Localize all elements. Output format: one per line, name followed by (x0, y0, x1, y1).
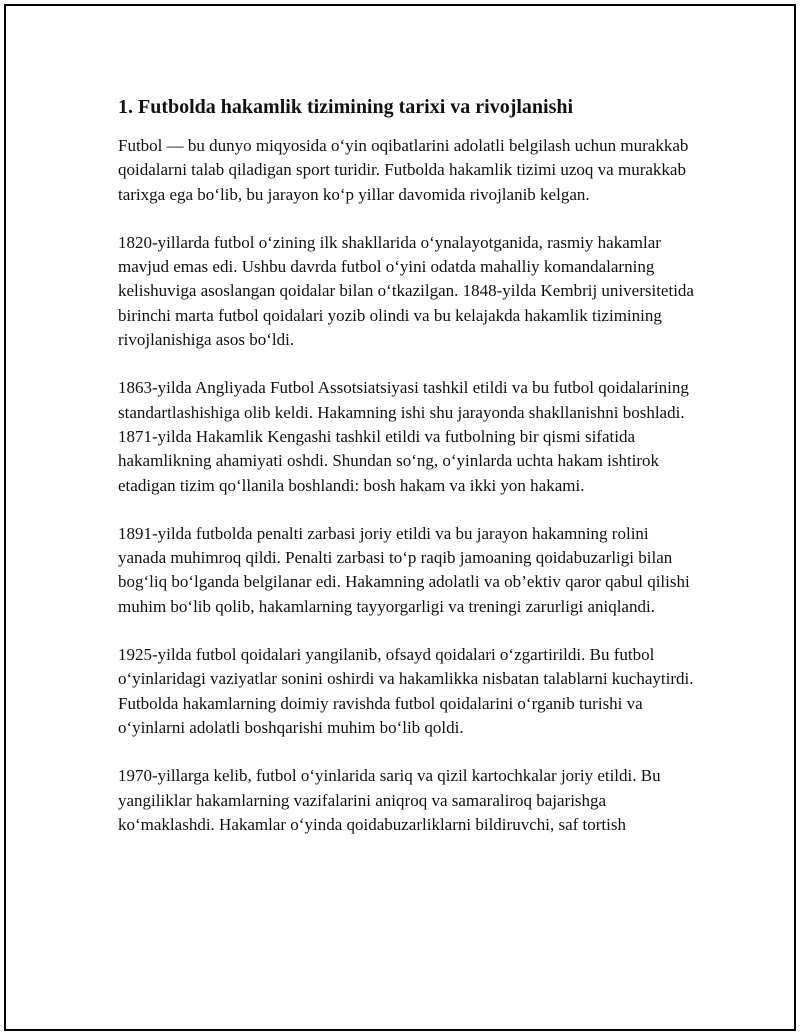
paragraph-intro: Futbol — bu dunyo miqyosida o‘yin oqibatlarini adolatli belgilash uchun murakkab qoidalarni talab qiladigan sport turidir. Futbolda hakamlik tizimi uzoq va murakkab tarixga ega bo‘lib, bu jarayon ko‘p yillar davomida rivojlanib kelgan. (118, 136, 689, 204)
paragraph-1820s: 1820-yillarda futbol o‘zining ilk shakllarida o‘ynalayotganida, rasmiy hakamlar mavjud emas edi. Ushbu davrda futbol o‘yini odatda mahalliy komandalarning kelishuviga asoslangan qoidalar bilan o‘tkazilgan. 1848-yilda Kembrij universitetida birinchi marta futbol qoidalari yozib olindi va bu kelajakda hakamlik tizimining rivojlanishiga asos bo‘ldi. (118, 232, 694, 350)
page-frame (4, 4, 796, 1031)
paragraph-1925: 1925-yilda futbol qoidalari yangilanib, ofsayd qoidalari o‘zgartirildi. Bu futbol o‘yinlaridagi vaziyatlar sonini oshirdi va hakamlikka nisbatan talablarni kuchaytirdi. Futbolda hakamlarning doimiy ravishda futbol qoidalarini o‘rganib turishi va o‘yinlarni adolatli boshqarishi muhim bo‘lib qoldi. (118, 645, 694, 737)
document-body (118, 94, 698, 861)
section-title: 1. Futbolda hakamlik tizimining tarixi va rivojlanishi (118, 96, 574, 118)
paragraph-1891: 1891-yilda futbolda penalti zarbasi joriy etildi va bu jarayon hakamning rolini yanada muhimroq qildi. Penalti zarbasi to‘p raqib jamoaning qoidabuzarligi bilan bog‘liq bo‘lganda belgilanar edi. Hakamning adolatli va ob’ektiv qaror qabul qilishi muhim bo‘lib qolib, hakamlarning tayyorgarligi va treningi zarurligi aniqlandi. (118, 523, 690, 616)
paragraph-1863: 1863-yilda Angliyada Futbol Assotsiatsiyasi tashkil etildi va bu futbol qoidalarining standartlashishiga olib keldi. Hakamning ishi shu jarayonda shakllanishni boshladi. 1871-yilda Hakamlik Kengashi tashkil etildi va futbolning bir qismi sifatida hakamlikning ahamiyati oshdi. Shundan so‘ng, o‘yinlarda uchta hakam ishtirok etadigan tizim qo‘llanila boshlandi: bosh hakam va ikki yon hakami. (118, 378, 689, 495)
paragraph-1970s: 1970-yillarga kelib, futbol o‘yinlarida sariq va qizil kartochkalar joriy etildi. Bu yangiliklar hakamlarning vazifalarini aniqroq va samaraliroq bajarishga ko‘maklashdi. Hakamlar o‘yinda qoidabuzarliklarni bildiruvchi, saf tortish (118, 766, 661, 834)
